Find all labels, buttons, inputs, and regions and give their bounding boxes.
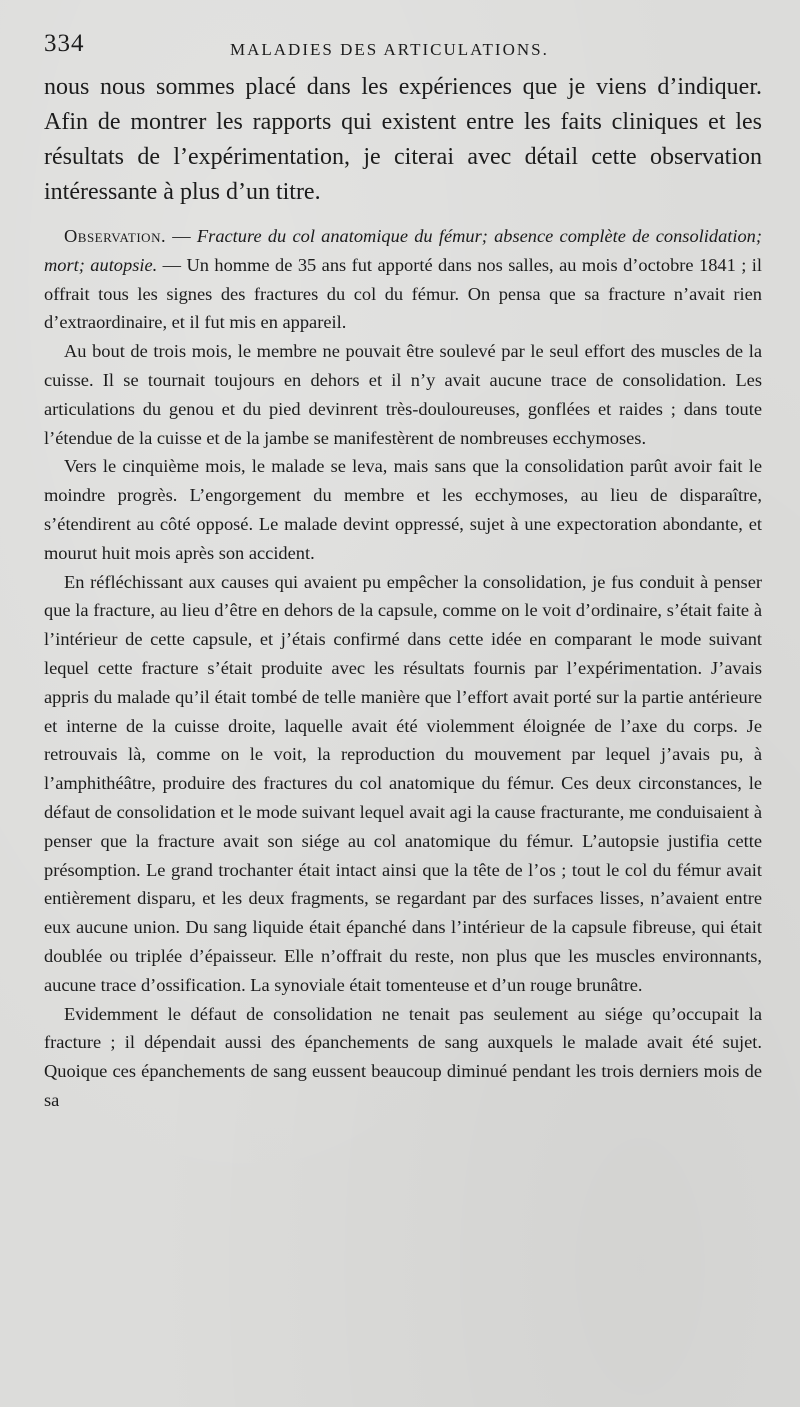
observation-dash: — xyxy=(166,226,197,246)
observation-paragraph xyxy=(44,222,762,337)
paragraph-2: Vers le cinquième mois, le malade se leva, mais sans que la consolidation parût avoir fait le moindre progrès. L’engorgement du membre et les ecchymoses, au lieu de disparaître, s’étendirent au côté opposé. Le malade devint oppressé, sujet à une expectoration abondante, et mourut huit mois après son accident. xyxy=(44,456,762,563)
running-header xyxy=(44,30,762,70)
paragraph-3: En réfléchissant aux causes qui avaient pu empêcher la consolidation, je fus conduit à penser que la fracture, au lieu d’être en dehors de la capsule, comme on le voit d’ordinaire, s’était faite à l’intérieur de cette capsule, et j’étais confirmé dans cette idée en comparant le mode suivant lequel cette fracture s’était produite avec les résultats fournis par l’expérimentation. J’avais appris du malade qu’il était tombé de telle manière que l’effort avait porté sur la partie antérieure et interne de la cuisse droite, laquelle avait été violemment éloignée de l’axe du corps. Je retrouvais là, comme on le voit, la reproduction du mouvement par lequel j’avais pu, à l’amphithéâtre, produire des fractures du col anatomique du fémur. Ces deux circonstances, le défaut de consolidation et le mode suivant lequel avait agi la cause fracturante, me conduisaient à penser que la fracture avait son siége au col anatomique du fémur. L’autopsie justifia cette présomption. Le grand trochanter était intact ainsi que la tête de l’os ; tout le col du fémur avait entièrement disparu, et les deux fragments, se regardant par des surfaces lisses, n’avaient entre eux aucune union. Du sang liquide était épanché dans l’intérieur de la capsule fibreuse, qui était doublée ou triplée d’épaisseur. Elle n’offrait du reste, non plus que les muscles environnants, aucune trace d’ossification. La synoviale était tomenteuse et d’un rouge brunâtre. xyxy=(44,571,762,995)
paragraph-4: Evidemment le défaut de consolidation ne tenait pas seulement au siége qu’occupait la fracture ; il dépendait aussi des épanchements de sang auxquels le malade avait été sujet. Quoique ces épanchements de sang eussent beaucoup diminué pendant les trois derniers mois de sa xyxy=(44,1003,762,1110)
running-title: MALADIES DES ARTICULATIONS. xyxy=(230,40,549,59)
paragraph-1: Au bout de trois mois, le membre ne pouvait être soulevé par le seul effort des muscles de la cuisse. Il se tournait toujours en dehors et il n’y avait aucune trace de consolidation. Les articulations du genou et du pied devinrent très-douloureuses, gonflées et raides ; dans toute l’étendue de la cuisse et de la jambe se manifestèrent de nombreuses ecchymoses. xyxy=(44,341,762,448)
intro-paragraph: nous nous sommes placé dans les expériences que je viens d’indiquer. Afin de montrer les rapports qui existent entre les faits cliniques et les résultats de l’expérimentation, je citerai avec détail cette observation intéressante à plus d’un titre. xyxy=(44,74,762,205)
page-number: 334 xyxy=(44,30,85,57)
body-text xyxy=(44,70,762,1115)
observation-label: Observation. xyxy=(64,226,167,246)
observation-text: — Un homme de 35 ans fut apporté dans nos salles, au mois d’octobre 1841 ; il offrait tous les signes des fractures du col du fémur. On pensa que sa fracture n’avait rien d’extraordinaire, et il fut mis en appareil. xyxy=(44,254,762,333)
observation-title: Fracture du col anatomique du fémur; absence complète de consolidation; mort; autopsie. xyxy=(44,226,762,275)
